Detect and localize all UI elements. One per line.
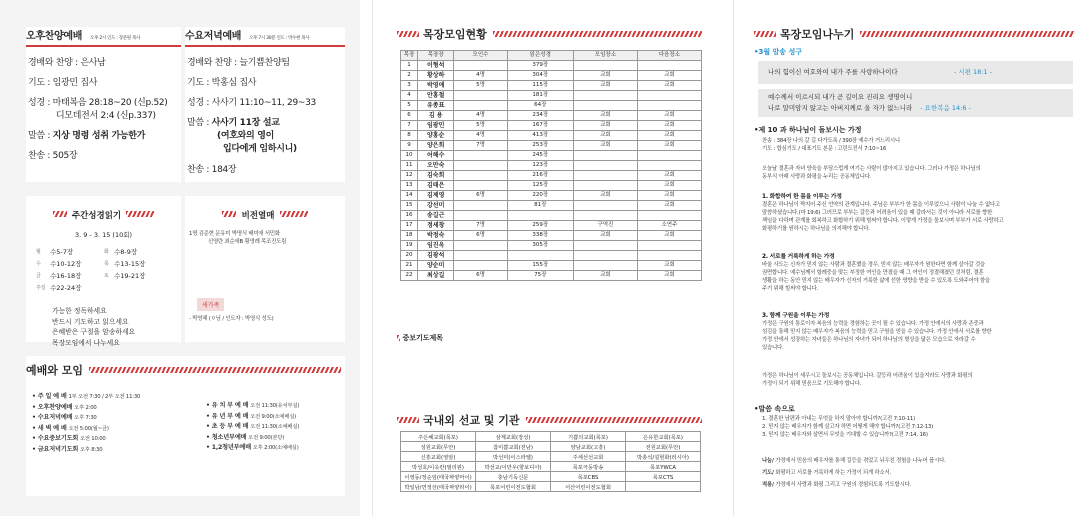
table-cell: 234장 <box>507 111 573 121</box>
table-row <box>401 161 702 171</box>
new-family-label: 새가족 <box>197 298 224 311</box>
table-row <box>401 261 702 271</box>
wednesday-service-title: 수요저녁예배 오후 7시 30분 인도 : 박수현 목사 <box>185 31 310 42</box>
table-cell: 양남교회(고흥) <box>551 442 626 452</box>
table-cell <box>573 211 637 221</box>
mokjang-header-cell: 다음장소 <box>637 51 701 61</box>
table-row <box>401 121 702 131</box>
sunday-service-box <box>26 27 181 182</box>
table-cell: 16 <box>401 211 418 221</box>
table-cell: 박정숙 <box>418 231 454 241</box>
table-cell: 8 <box>401 131 418 141</box>
table-cell: 4명 <box>454 131 507 141</box>
table-cell: 소연주 <box>637 221 701 231</box>
bible-reading-box <box>26 196 181 347</box>
questions-list: 1. 결혼한 남편과 아내는 무엇을 하지 말아야 합니까?(고전 7:10-11) 2. 믿지 않는 배우자가 함께 살고자 하면 어떻게 해야 합니까?(고전 7:12-13) 3. 믿지 않는 배우자와 살면서 무엇을 기대할 수 있습니까?(고전 7:14, 16) <box>762 416 934 438</box>
table-row <box>401 151 702 161</box>
table-cell: 서산어린이전도협회 <box>551 482 626 492</box>
table-cell: 305장 <box>507 241 573 251</box>
table-cell: 박일남/연정선(태국짜양라이) <box>401 482 476 492</box>
table-cell <box>454 181 507 191</box>
table-cell: 목포CBS <box>551 472 626 482</box>
table-cell: 김숙희 <box>418 171 454 181</box>
table-cell: 충남기독신문 <box>476 472 551 482</box>
mokjang-header-cell: 읽은성경 <box>507 51 573 61</box>
worship-meetings-header: 예배와 모임 <box>26 356 345 378</box>
table-cell: 이형석 <box>418 61 454 71</box>
table-cell: 양홍순 <box>418 131 454 141</box>
table-cell: 216장 <box>507 171 573 181</box>
table-cell: 9 <box>401 141 418 151</box>
table-cell: 목포극동방송 <box>551 462 626 472</box>
table-cell: 6명 <box>454 191 507 201</box>
table-row <box>401 482 701 492</box>
table-cell <box>507 251 573 261</box>
lesson-point-1: 1. 화합하여 한 몸을 이루는 가정 결혼은 하나님이 짝지어 주신 언약의 관계입니다. 주님은 부부가 한 몸을 이루었으니 사람이 나눌 수 없다고 말씀하셨습니다.(마 19:6) 그러므로 부부는 갈등과 어려움이 있을 때 갈라서는 것이 아니라 서로를 향한 책임을 다하며 관계를 회복하고 화합하기 위해 힘써야 합니다. 이렇게 가정을 돌보시며 부부가 서로 사랑하고 화평하기를 원하시는 하나님을 의지해야 합니다. <box>762 194 1004 232</box>
sermon-line: 말씀 : 사사기 11장 설교 <box>187 117 280 128</box>
table-cell: 6 <box>401 111 418 121</box>
table-cell: 박성호/이옥란(필리핀) <box>401 462 476 472</box>
table-cell: 245장 <box>507 151 573 161</box>
table-cell: 6명 <box>454 271 507 281</box>
table-row <box>401 111 702 121</box>
table-row <box>401 251 702 261</box>
application-list: 나눔/ 가정에서 믿음의 배우자를 통해 길등을 겪었고 뉘우친 경험을 나누어 봅시다. 기도/ 화평하고 서로를 거룩하게 하는 가정이 되게 하소서. 적용/ 가정에서 사랑과 화평 그리고 구원의 경험되도록 기도합시다. <box>762 458 946 488</box>
table-cell: 유종표 <box>418 101 454 111</box>
table-row <box>401 211 702 221</box>
table-cell: 목포어린이전도협회 <box>476 482 551 492</box>
table-cell: 임광민 <box>418 121 454 131</box>
sermon-subtitle-1: (여호와의 영이 <box>217 130 275 141</box>
table-cell: 304장 <box>507 71 573 81</box>
table-cell: 박영애 <box>418 81 454 91</box>
table-row <box>401 131 702 141</box>
table-cell: 교회 <box>573 121 637 131</box>
table-cell <box>454 201 507 211</box>
table-cell: 81장 <box>507 201 573 211</box>
table-row <box>401 271 702 281</box>
table-cell <box>573 91 637 101</box>
table-cell: 12 <box>401 171 418 181</box>
left-panel <box>0 0 360 516</box>
table-cell: 1 <box>401 61 418 71</box>
table-cell: 정세창 <box>418 221 454 231</box>
table-row <box>401 91 702 101</box>
worship-schedule: • 주 일 예 배 1부 오전 7:30 / 2부 오전 11:30 • 오후찬양예배 오후 2:00 • 수요저녁예배 오후 7:30 • 새 벽 예 배 오전 5:00(월~금) • 수요중보기도회 오전 10:00 • 금요저녁기도회 오후 8:30 • 유 치 부 예 배 오전 11:30(유치부실) • 유 년 부 예 배 오전 9:00(소예배실) • 초 등 부 예 배 오전 11:30(소예배실) • 청소년부예배 오전 9:00(본당) • 1,2청년부예배 오후 2:00(소예배실) <box>32 393 300 453</box>
table-cell <box>573 261 637 271</box>
table-cell: 박총석/설현화(러시아) <box>626 452 701 462</box>
table-cell: 4명 <box>454 71 507 81</box>
lesson-point-2: 2. 서로를 거룩하게 하는 가정 바울 사도는 신자가 믿지 않는 사람과 결혼했을 경우, 믿지 않는 배우자가 원한다면 함께 살아갈 것을 권면합니다. 예수님께서 할례중을 맞는 부정한 여인을 만졌을 때 그 여인이 정결해졌던 것처럼, 결혼 생활을 하는 동안 믿지 않는 배우자가 신자의 거룩한 삶에 선한 영향을 받을 수 있도록 도와주어야 함을 주기 위해 힘써야 합니다. <box>762 254 991 292</box>
table-cell: 253장 <box>507 141 573 151</box>
table-cell: 어해수 <box>418 151 454 161</box>
table-cell: 155장 <box>507 261 573 271</box>
table-row <box>401 221 702 231</box>
table-cell <box>573 151 637 161</box>
table-cell: 은유한교회(목포) <box>626 432 701 442</box>
table-cell: 2 <box>401 71 418 81</box>
table-cell <box>454 251 507 261</box>
lesson-title: •제 10 과 하나님이 돌보시는 가정 <box>754 126 862 134</box>
table-cell: 참미쁨교회(전남) <box>476 442 551 452</box>
table-cell: 구역진 <box>573 221 637 231</box>
sermon-line: 말씀 : 지상 명령 성취 가능한가 <box>28 130 146 141</box>
table-row <box>401 241 702 251</box>
worship-meetings-box <box>26 356 345 496</box>
table-cell: 전원교회(무안) <box>626 442 701 452</box>
table-cell <box>573 101 637 111</box>
table-cell: 교회 <box>637 231 701 241</box>
mokjang-header-cell: 목장 <box>401 51 418 61</box>
table-cell: 17 <box>401 221 418 231</box>
praise-line: 경배와 찬양 : 은사남 <box>28 57 106 68</box>
wednesday-service-box <box>185 27 345 182</box>
table-cell: 220장 <box>507 191 573 201</box>
praise-line: 경배와 찬양 : 늘기쁨찬양팀 <box>187 57 290 68</box>
table-cell: 임진옥 <box>418 241 454 251</box>
mokjang-header-cell: 모인수 <box>454 51 507 61</box>
table-cell: 교회 <box>573 71 637 81</box>
table-cell <box>637 91 701 101</box>
table-cell <box>626 482 701 492</box>
table-cell: 14 <box>401 191 418 201</box>
table-row <box>401 101 702 111</box>
table-cell: 259장 <box>507 221 573 231</box>
table-cell: 4명 <box>454 111 507 121</box>
table-cell: 75장 <box>507 271 573 281</box>
table-cell: 목포YWCA <box>626 462 701 472</box>
table-cell: 181장 <box>507 91 573 101</box>
table-cell <box>573 161 637 171</box>
table-cell <box>573 251 637 261</box>
table-row <box>401 231 702 241</box>
table-cell: 교회 <box>637 261 701 271</box>
table-cell: 최상길 <box>418 271 454 281</box>
table-cell: 교회 <box>637 131 701 141</box>
table-cell <box>637 251 701 261</box>
table-cell <box>637 211 701 221</box>
table-cell: 양순미 <box>418 261 454 271</box>
table-cell: 목포CTS <box>626 472 701 482</box>
table-cell: 5명 <box>454 81 507 91</box>
table-cell: 교회 <box>637 121 701 131</box>
table-cell: 교회 <box>573 81 637 91</box>
table-cell: 5명 <box>454 121 507 131</box>
table-row <box>401 462 701 472</box>
table-cell: 64장 <box>507 101 573 111</box>
table-cell: 김태은 <box>418 181 454 191</box>
table-cell <box>573 61 637 71</box>
mokjang-header-cell: 목장장 <box>418 51 454 61</box>
table-cell: 교회 <box>637 141 701 151</box>
table-cell: 13 <box>401 181 418 191</box>
table-cell <box>637 241 701 251</box>
bible-reading-header: 주간성경읽기 <box>26 203 181 222</box>
table-row <box>401 141 702 151</box>
reading-schedule: 월 수5-7장 화 수8-9장 수 수10-12장 목 수13-15장 금 수16-18장 토 수19-21장 주일 수22-24장 <box>36 247 146 292</box>
table-cell: 교회 <box>637 271 701 281</box>
middle-panel <box>372 0 721 516</box>
table-cell <box>637 101 701 111</box>
vision-fruit-header: 비전열매 <box>185 203 345 222</box>
table-cell <box>573 181 637 191</box>
table-row <box>401 432 701 442</box>
table-cell <box>454 161 507 171</box>
table-cell: 안홍철 <box>418 91 454 101</box>
scripture-line: 성경 : 사사기 11:10~11, 29~33 <box>187 97 316 108</box>
table-cell <box>507 211 573 221</box>
table-cell: 박선교/이만우(향보디아) <box>476 462 551 472</box>
sermon-subtitle-2: 입다에게 임하시니) <box>223 143 297 154</box>
memory-verse-2: 예수께서 이르시되 내가 곧 길이요 진리요 생명이니 나로 말미암지 않고는 아버지께로 올 자가 없느니라 - 요한복음 14:6 - <box>758 89 1073 117</box>
prayer-line: 기도 : 임광민 집사 <box>28 77 98 88</box>
table-cell: 379장 <box>507 61 573 71</box>
table-cell: 교회 <box>573 271 637 281</box>
table-cell: 167장 <box>507 121 573 131</box>
table-cell <box>454 211 507 221</box>
table-cell <box>454 101 507 111</box>
table-cell <box>454 151 507 161</box>
table-cell <box>573 201 637 211</box>
table-cell: 김광석 <box>418 251 454 261</box>
table-cell: 6명 <box>454 231 507 241</box>
table-cell: 강선미 <box>418 201 454 211</box>
table-cell: 교회 <box>573 231 637 241</box>
table-cell: 성원교회(무안) <box>401 442 476 452</box>
table-row <box>401 201 702 211</box>
table-cell: 교회 <box>637 81 701 91</box>
prayer-line: 기도 : 박홍심 집사 <box>187 77 257 88</box>
table-cell: 교회 <box>573 131 637 141</box>
table-cell: 교회 <box>637 171 701 181</box>
sunday-service-title: 오후찬양예배 오후 2시 인도 : 장준원 목사 <box>26 31 141 42</box>
table-cell: 15 <box>401 201 418 211</box>
table-cell: 교회 <box>637 191 701 201</box>
scripture-line-2: 디모데전서 2:4 (신p.337) <box>56 110 156 121</box>
table-row <box>401 191 702 201</box>
missions-table <box>400 431 701 492</box>
mokjang-status-header: 목장모임현황 <box>397 26 702 42</box>
table-cell <box>454 261 507 271</box>
table-row <box>401 81 702 91</box>
table-cell: 20 <box>401 251 418 261</box>
right-panel <box>733 0 1091 516</box>
table-cell: 김제영 <box>418 191 454 201</box>
reading-period: 3. 9 - 3. 15 (10회) <box>74 231 133 239</box>
table-cell: 교회 <box>573 141 637 151</box>
scripture-line: 성경 : 마태복음 28:18~20 (신p.52) <box>28 97 168 108</box>
table-cell <box>454 171 507 181</box>
intercession-label: 중보기도제목 <box>397 333 443 343</box>
table-row <box>401 452 701 462</box>
table-cell: 125장 <box>507 181 573 191</box>
table-row <box>401 71 702 81</box>
table-row <box>401 61 702 71</box>
table-cell: 교회 <box>637 181 701 191</box>
memory-verse-label: •3월 암송 성구 <box>754 48 803 56</box>
table-cell: 교회 <box>573 111 637 121</box>
mokjang-status-table <box>400 50 702 281</box>
table-cell: 교회 <box>573 191 637 201</box>
table-cell: 교회 <box>637 111 701 121</box>
lesson-intro: 오늘날 결혼과 자녀 양육을 부담스럽게 여기는 사람이 많아지고 있습니다. 그러나 가정은 하나님의 동부식 아래 사랑과 화평을 누리는 공동체입니다. <box>762 166 981 180</box>
table-row <box>401 472 701 482</box>
table-cell: 신흥교회(영암) <box>401 452 476 462</box>
table-row <box>401 171 702 181</box>
table-cell: 3 <box>401 81 418 91</box>
table-cell: 115장 <box>507 81 573 91</box>
table-cell <box>637 151 701 161</box>
table-cell: 삼계교회(장성) <box>476 432 551 442</box>
table-cell <box>454 91 507 101</box>
table-cell: 5 <box>401 101 418 111</box>
table-cell: 21 <box>401 261 418 271</box>
table-cell <box>454 241 507 251</box>
hymn-line: 찬송 : 505장 <box>28 150 78 161</box>
table-cell: 오만숙 <box>418 161 454 171</box>
table-cell: 18 <box>401 231 418 241</box>
missions-header: 국내외 선교 및 기관 <box>397 412 702 428</box>
table-cell: 11 <box>401 161 418 171</box>
new-family-text: - 박영혜 (ㅇ님 / 인도자 : 박영식 성도) <box>189 316 274 322</box>
table-cell: 교회 <box>637 201 701 211</box>
mokjang-share-header: 목장모임나누기 <box>754 26 1074 42</box>
table-cell: 10 <box>401 151 418 161</box>
table-cell <box>573 241 637 251</box>
table-cell: 19 <box>401 241 418 251</box>
table-row <box>401 181 702 191</box>
table-cell: 주은혜교회(목포) <box>401 432 476 442</box>
lesson-meta: 찬송 : 384장 나의 갈 길 다가도록 / 390장 예수가 거느리시니 기도 : 합심기도 / 대표기도 본문 : 고린도전서 7:10~16 <box>762 138 900 152</box>
table-cell: 송길근 <box>418 211 454 221</box>
lesson-point-3: 3. 함께 구원을 이루는 가정 가정은 구원의 통로이자 복음의 능력을 경험하는 곳이 될 수 있습니다. 가정 안에서의 사랑과 존중과 섬김을 통해 믿지 않는 배우자가 복음의 능력을 믿고 구원을 얻을 수 있습니다. 가정 안에서 서로를 향한 가정 안에서 성장하는 자녀들은 하나님의 자녀가 되어 하나님의 형상을 닮은 모습으로 자라갈 수 있습니다. <box>762 313 992 351</box>
table-cell: 황상하 <box>418 71 454 81</box>
table-cell <box>637 161 701 171</box>
table-cell: 교회 <box>637 71 701 81</box>
mokjang-header-cell: 모임장소 <box>573 51 637 61</box>
table-cell: 7 <box>401 121 418 131</box>
vision-fruit-box <box>185 196 345 342</box>
lesson-closing: 가정은 하나님이 세우시고 돌보시는 공동체입니다. 갈등과 어려움이 있을지라도 사랑과 화평의 가정이 되기 위해 믿음으로 기도해야 합니다. <box>762 373 973 387</box>
table-cell: 양은희 <box>418 141 454 151</box>
table-cell: 주세선선교회 <box>551 452 626 462</box>
table-cell <box>637 61 701 71</box>
table-cell: 123장 <box>507 161 573 171</box>
table-cell: 기쁨의교회(목포) <box>551 432 626 442</box>
reading-guidelines: 가능한 정독하세요 반드시 기도하고 읽으세요 은혜받은 구절을 암송하세요 목장모임에서 나누세요 <box>52 307 136 347</box>
table-cell: 이영동/정순임(태국짜양마이) <box>401 472 476 482</box>
table-cell: 338장 <box>507 231 573 241</box>
table-cell: 김 용 <box>418 111 454 121</box>
memory-verse-1: 나의 힘이신 여호와여 내가 주를 사랑하나이다 - 시편 18:1 - <box>758 61 1073 84</box>
table-cell <box>454 61 507 71</box>
questions-title: •말씀 속으로 <box>754 405 795 413</box>
vision-fruit-names: 1명 김준현 문유미 박명식 배미애 서민화 신영란 최순애B 황영례 목조진도림 <box>189 231 287 245</box>
table-cell: 4 <box>401 91 418 101</box>
table-cell: 413장 <box>507 131 573 141</box>
table-cell: 7명 <box>454 141 507 151</box>
table-row <box>401 442 701 452</box>
table-cell <box>573 171 637 181</box>
table-cell: 박선미(이스라엘) <box>476 452 551 462</box>
table-cell: 7명 <box>454 221 507 231</box>
hymn-line: 찬송 : 184장 <box>187 164 237 175</box>
table-cell: 22 <box>401 271 418 281</box>
